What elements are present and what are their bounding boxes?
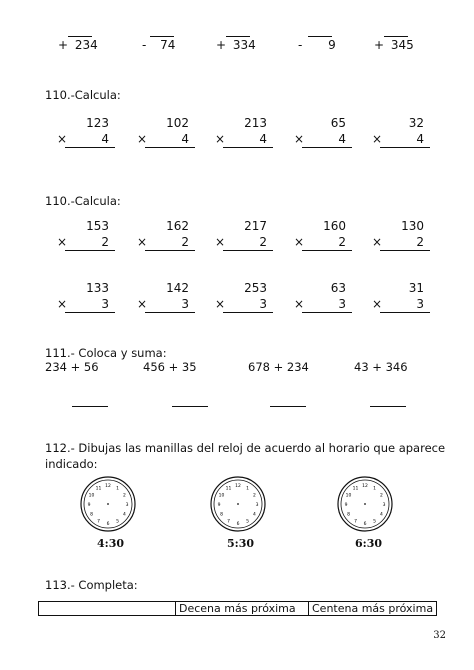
clock-numeral: 2 <box>380 493 383 499</box>
multiplier: 3 <box>181 297 189 311</box>
clock-numeral: 3 <box>382 503 386 508</box>
clock-numeral: 12 <box>235 484 241 489</box>
multiplier: 2 <box>181 235 189 249</box>
top-item-1 <box>58 38 98 52</box>
answer-line <box>145 147 195 148</box>
answer-line <box>270 406 306 407</box>
times-sign: × <box>57 235 68 249</box>
clock-numeral: 1 <box>373 486 376 492</box>
completion-table <box>38 601 437 616</box>
times-sign: × <box>372 235 383 249</box>
multiplier: 4 <box>259 132 267 146</box>
times-sign: × <box>215 132 226 146</box>
answer-line <box>302 312 352 313</box>
multiplicand: 32 <box>408 116 424 130</box>
multiplicand: 133 <box>86 281 109 295</box>
multiplier: 2 <box>101 235 109 249</box>
mult-problem <box>292 219 352 255</box>
clock-icon <box>80 476 136 532</box>
clock-numeral: 10 <box>88 493 95 499</box>
table-header-cell: Decena más próxima <box>176 602 309 616</box>
clock-numeral: 6 <box>236 522 240 527</box>
clock-numeral: 6 <box>106 522 110 527</box>
sum-expression: 456 + 35 <box>143 360 197 374</box>
mult-problem <box>370 116 430 152</box>
multiplicand: 153 <box>86 219 109 233</box>
clock-numeral: 8 <box>220 512 223 518</box>
op: - <box>298 38 303 52</box>
times-sign: × <box>294 297 305 311</box>
clock-icon <box>210 476 266 532</box>
clock-numeral: 12 <box>105 484 111 489</box>
value: 9 <box>328 38 336 52</box>
mult-problem <box>292 281 352 317</box>
answer-line <box>302 250 352 251</box>
multiplicand: 31 <box>408 281 424 295</box>
page-number: 32 <box>433 630 446 641</box>
answer-line <box>380 312 430 313</box>
op: - <box>142 38 147 52</box>
clock-numeral: 12 <box>362 484 368 489</box>
multiplier: 3 <box>416 297 424 311</box>
times-sign: × <box>294 132 305 146</box>
clock-numeral: 9 <box>217 503 221 508</box>
op: + <box>58 38 69 52</box>
mult-problem <box>213 219 273 255</box>
multiplicand: 130 <box>401 219 424 233</box>
clock-icon <box>337 476 393 532</box>
sum-expression: 43 + 346 <box>354 360 408 374</box>
mult-problem <box>213 281 273 317</box>
times-sign: × <box>137 235 148 249</box>
table-header-cell <box>39 602 176 616</box>
mult-problem <box>292 116 352 152</box>
mult-problem <box>135 281 195 317</box>
overline <box>150 36 174 37</box>
clock-numeral: 10 <box>218 493 225 499</box>
section-title-110a: 110.-Calcula: <box>45 88 121 102</box>
answer-line <box>172 406 208 407</box>
top-item-5 <box>374 38 414 52</box>
top-item-3 <box>216 38 256 52</box>
value: 234 <box>74 38 98 52</box>
multiplier: 3 <box>259 297 267 311</box>
clock-numeral: 11 <box>352 486 359 492</box>
multiplier: 3 <box>101 297 109 311</box>
section-title-112-cont: indicado: <box>45 457 98 471</box>
clock-numeral: 7 <box>97 519 100 525</box>
sum-expression: 234 + 56 <box>45 360 99 374</box>
multiplicand: 162 <box>166 219 189 233</box>
overline <box>226 36 250 37</box>
multiplier: 3 <box>338 297 346 311</box>
answer-line <box>223 250 273 251</box>
multiplicand: 160 <box>323 219 346 233</box>
answer-line <box>380 250 430 251</box>
mult-problem <box>135 116 195 152</box>
clock-time-label: 4:30 <box>97 537 125 550</box>
mult-problem <box>55 116 115 152</box>
clock-numeral: 2 <box>123 493 126 499</box>
clock-center <box>237 503 239 505</box>
multiplicand: 123 <box>86 116 109 130</box>
multiplier: 2 <box>416 235 424 249</box>
clock-numeral: 8 <box>347 512 350 518</box>
answer-line <box>145 312 195 313</box>
clock-numeral: 1 <box>116 486 119 492</box>
clock-numeral: 4 <box>123 512 126 518</box>
table-header-cell: Centena más próxima <box>309 602 437 616</box>
clock-numeral: 3 <box>255 503 259 508</box>
clock-numeral: 10 <box>345 493 352 499</box>
multiplier: 4 <box>338 132 346 146</box>
sum-expression: 678 + 234 <box>248 360 309 374</box>
clock-numeral: 7 <box>354 519 357 525</box>
multiplicand: 253 <box>244 281 267 295</box>
answer-line <box>370 406 406 407</box>
times-sign: × <box>294 235 305 249</box>
times-sign: × <box>372 297 383 311</box>
clock-numeral: 6 <box>363 522 367 527</box>
times-sign: × <box>57 297 68 311</box>
mult-problem <box>370 281 430 317</box>
clock-numeral: 11 <box>225 486 232 492</box>
answer-line <box>65 250 115 251</box>
multiplier: 2 <box>259 235 267 249</box>
times-sign: × <box>372 132 383 146</box>
multiplicand: 142 <box>166 281 189 295</box>
multiplier: 4 <box>416 132 424 146</box>
mult-problem <box>370 219 430 255</box>
times-sign: × <box>57 132 68 146</box>
multiplier: 4 <box>101 132 109 146</box>
value: 74 <box>160 38 176 52</box>
op: + <box>216 38 227 52</box>
answer-line <box>380 147 430 148</box>
multiplicand: 217 <box>244 219 267 233</box>
answer-line <box>223 147 273 148</box>
multiplicand: 63 <box>330 281 346 295</box>
clock-time-label: 6:30 <box>355 537 383 550</box>
times-sign: × <box>137 297 148 311</box>
clock-numeral: 2 <box>253 493 256 499</box>
clock-numeral: 4 <box>253 512 256 518</box>
answer-line <box>302 147 352 148</box>
top-row <box>0 0 474 60</box>
clock-numeral: 5 <box>373 519 376 525</box>
clock-center <box>107 503 109 505</box>
clock-numeral: 3 <box>125 503 129 508</box>
times-sign: × <box>215 235 226 249</box>
section-title-111: 111.- Coloca y suma: <box>45 346 167 360</box>
overline <box>68 36 92 37</box>
mult-problem <box>135 219 195 255</box>
top-item-2 <box>142 38 175 52</box>
value: 334 <box>232 38 256 52</box>
answer-line <box>65 147 115 148</box>
times-sign: × <box>215 297 226 311</box>
section-title-113: 113.- Completa: <box>45 578 138 592</box>
clock-numeral: 9 <box>344 503 348 508</box>
clock-time-label: 5:30 <box>227 537 255 550</box>
section-title-110b: 110.-Calcula: <box>45 194 121 208</box>
answer-line <box>72 406 108 407</box>
clock-numeral: 9 <box>87 503 91 508</box>
top-item-4 <box>298 38 336 52</box>
multiplier: 4 <box>181 132 189 146</box>
op: + <box>374 38 385 52</box>
answer-line <box>65 312 115 313</box>
value: 345 <box>390 38 414 52</box>
mult-problem <box>55 219 115 255</box>
clock-numeral: 7 <box>227 519 230 525</box>
multiplicand: 102 <box>166 116 189 130</box>
answer-line <box>145 250 195 251</box>
multiplicand: 65 <box>330 116 346 130</box>
clock-numeral: 5 <box>116 519 119 525</box>
clock-numeral: 11 <box>95 486 102 492</box>
times-sign: × <box>137 132 148 146</box>
clock-numeral: 5 <box>246 519 249 525</box>
clock-numeral: 8 <box>90 512 93 518</box>
section-title-112: 112.- Dibujas las manillas del reloj de acuerdo al horario que aparece <box>45 441 446 455</box>
mult-problem <box>55 281 115 317</box>
clock-center <box>364 503 366 505</box>
multiplier: 2 <box>338 235 346 249</box>
multiplicand: 213 <box>244 116 267 130</box>
overline <box>308 36 332 37</box>
table-row <box>39 602 437 616</box>
clock-numeral: 1 <box>246 486 249 492</box>
clock-numeral: 4 <box>380 512 383 518</box>
answer-line <box>223 312 273 313</box>
overline <box>384 36 408 37</box>
mult-problem <box>213 116 273 152</box>
